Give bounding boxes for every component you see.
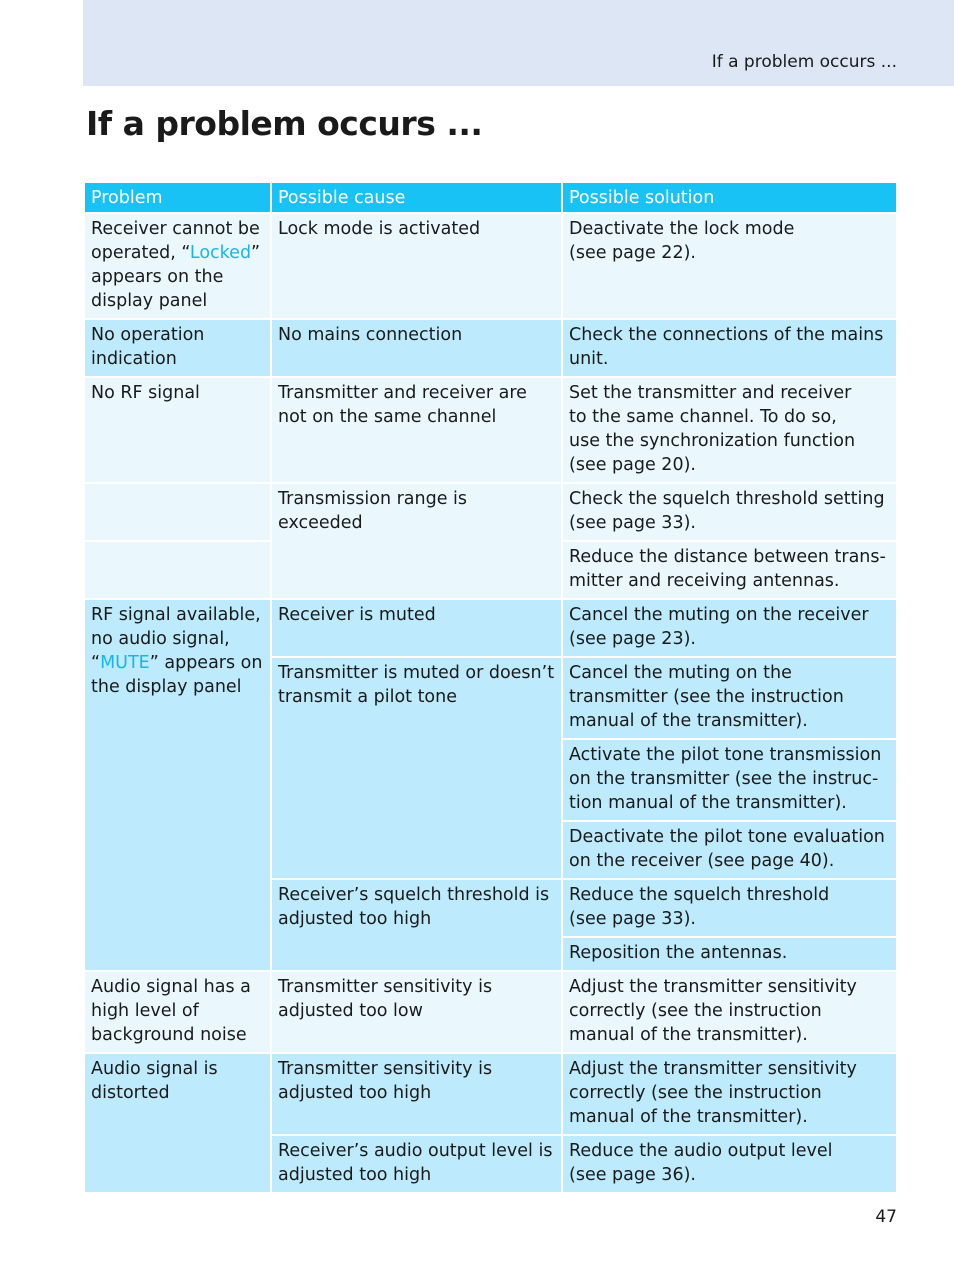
table-row xyxy=(85,600,896,656)
header-problem: Problem xyxy=(85,183,270,212)
header-band xyxy=(83,0,954,86)
solution-line: (see page 22). xyxy=(569,243,696,263)
solution-line: Reduce the audio output level xyxy=(569,1141,833,1161)
problem-cell xyxy=(85,214,270,318)
cause-cell: Receiver is muted xyxy=(272,600,561,656)
cause-cell: Receiver’s squelch threshold is adjusted too high xyxy=(272,880,561,970)
cause-cell: No mains connection xyxy=(272,320,561,376)
problem-text: ” appears on the display panel xyxy=(91,653,263,697)
header-cause: Possible cause xyxy=(272,183,561,212)
solution-line: Deactivate the lock mode xyxy=(569,219,795,239)
problem-cell: Audio signal has a high level of background noise xyxy=(85,972,270,1052)
solution-line: Set the transmitter and receiver xyxy=(569,383,852,403)
solution-cell: Cancel the muting on the receiver (see page 23). xyxy=(563,600,896,656)
problem-text: RF signal available, no audio signal, “ xyxy=(91,605,261,673)
problem-cell xyxy=(85,600,270,970)
cause-cell: Transmitter sensitivity is adjusted too high xyxy=(272,1054,561,1134)
solution-line: to the same channel. To do so, xyxy=(569,407,837,427)
cause-cell: Transmitter and receiver are not on the same channel xyxy=(272,378,561,482)
solution-cell: Reduce the distance between trans-mitter and receiving antennas. xyxy=(563,542,896,598)
table-row xyxy=(85,1054,896,1134)
cause-cell: Transmission range is exceeded xyxy=(272,484,561,598)
problem-text: ” appears on the display panel xyxy=(91,243,261,311)
solution-cell xyxy=(563,1136,896,1192)
solution-cell: Check the connections of the mains unit. xyxy=(563,320,896,376)
troubleshooting-table xyxy=(83,181,898,1194)
solution-line: Reduce the squelch threshold xyxy=(569,885,830,905)
table-row xyxy=(85,484,896,540)
table-row xyxy=(85,378,896,482)
solution-line: (see page 20). xyxy=(569,455,696,475)
table-row xyxy=(85,214,896,318)
cause-cell: Transmitter is muted or doesn’t transmit a pilot tone xyxy=(272,658,561,878)
table-row xyxy=(85,972,896,1052)
solution-cell xyxy=(563,378,896,482)
cause-cell: Receiver’s audio output level is adjusted too high xyxy=(272,1136,561,1192)
header-solution: Possible solution xyxy=(563,183,896,212)
solution-cell: Reposition the antennas. xyxy=(563,938,896,970)
display-mute-text: MUTE xyxy=(100,653,150,673)
solution-cell xyxy=(563,880,896,936)
solution-cell: Adjust the transmitter sensitivity correctly (see the instruction manual of the transmitter). xyxy=(563,1054,896,1134)
problem-cell: No operation indication xyxy=(85,320,270,376)
solution-line: (see page 33). xyxy=(569,909,696,929)
display-locked-text: Locked xyxy=(189,243,252,263)
problem-cell: Audio signal is distorted xyxy=(85,1054,270,1192)
problem-cell-empty xyxy=(85,542,270,598)
solution-line: use the synchronization function xyxy=(569,431,856,451)
solution-cell: Adjust the transmitter sensitivity correctly (see the instruction manual of the transmitter). xyxy=(563,972,896,1052)
page-number: 47 xyxy=(875,1207,897,1227)
page-title: If a problem occurs ... xyxy=(86,104,483,143)
solution-cell: Activate the pilot tone transmission on the transmitter (see the instruc-tion manual of the transmitter). xyxy=(563,740,896,820)
cause-cell: Transmitter sensitivity is adjusted too low xyxy=(272,972,561,1052)
problem-cell-empty xyxy=(85,484,270,540)
table-header-row xyxy=(85,183,896,212)
solution-cell xyxy=(563,214,896,318)
cause-cell: Lock mode is activated xyxy=(272,214,561,318)
table-row xyxy=(85,320,896,376)
running-title: If a problem occurs ... xyxy=(711,52,897,72)
solution-cell: Deactivate the pilot tone evaluation on the receiver (see page 40). xyxy=(563,822,896,878)
problem-cell: No RF signal xyxy=(85,378,270,482)
solution-line: (see page 36). xyxy=(569,1165,696,1185)
solution-cell: Check the squelch threshold setting (see page 33). xyxy=(563,484,896,540)
problem-text: Receiver cannot be operated, “ xyxy=(91,219,260,263)
solution-cell: Cancel the muting on the transmitter (see the instruction manual of the transmitter). xyxy=(563,658,896,738)
